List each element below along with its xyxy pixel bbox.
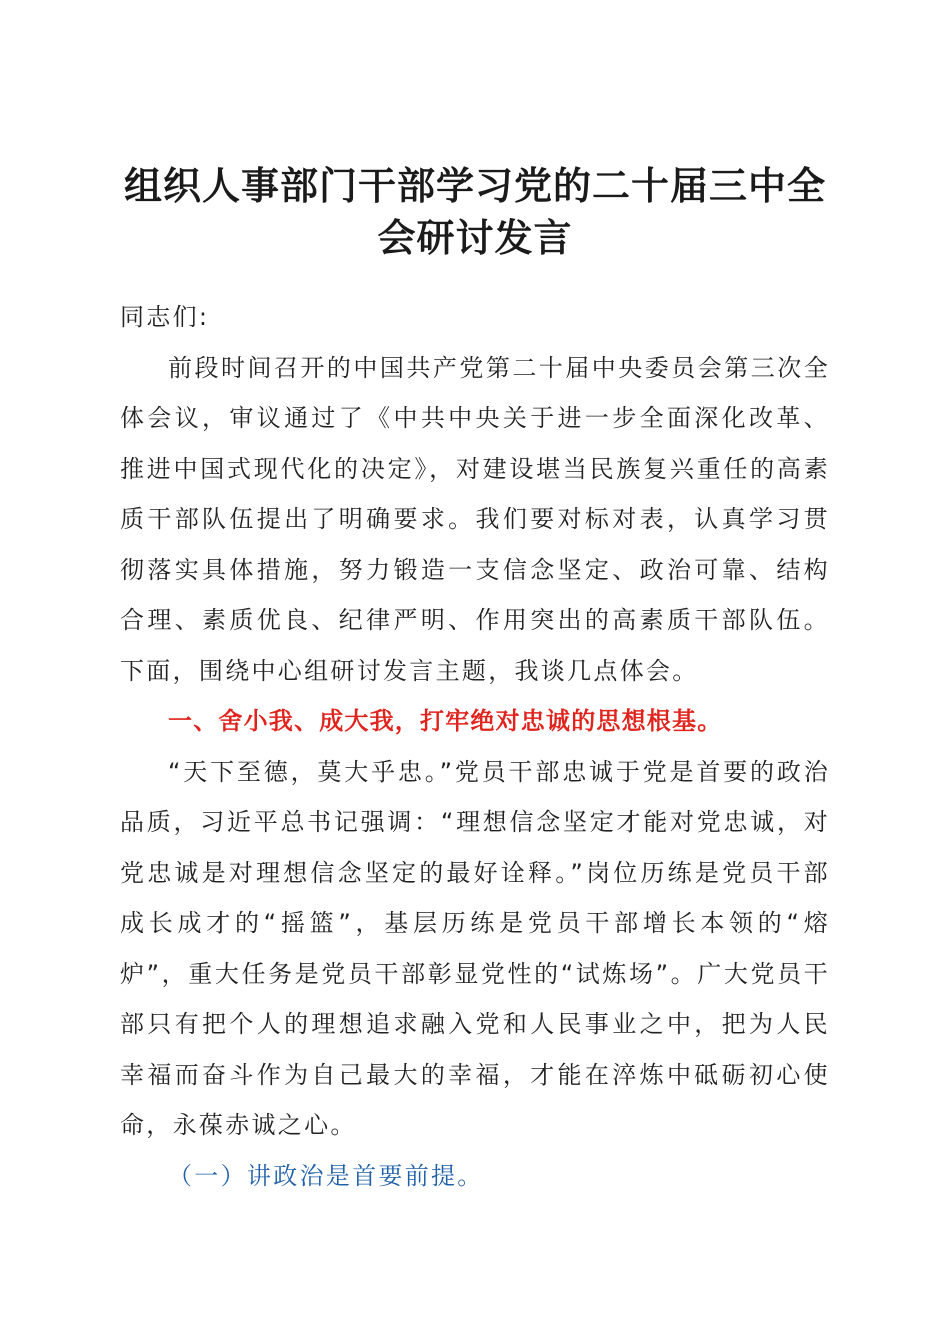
section-1-paragraph: “天下至德，莫大乎忠。”党员干部忠诚于党是首要的政治品质，习近平总书记强调：“理想信念坚定才能对党忠诚，对党忠诚是对理想信念坚定的最好诠释。”岗位历练是党员干部成长成才的“摇篮”，基层历练是党员干部增长本领的“熔炉”，重大任务是党员干部彰显党性的“试炼场”。广大党员干部只有把个人的理想追求融入党和人民事业之中，把为人民幸福而奋斗作为自己最大的幸福，才能在淬炼中砥砺初心使命，永葆赤诚之心。 xyxy=(120,757,830,1139)
intro-paragraph: 前段时间召开的中国共产党第二十届中央委员会第三次全体会议，审议通过了《中共中央关于进一步全面深化改革、推进中国式现代化的决定》，对建设堪当民族复兴重任的高素质干部队伍提出了明确要求。我们要对标对表，认真学习贯彻落实具体措施，努力锻造一支信念坚定、政治可靠、结构合理、素质优良、纪律严明、作用突出的高素质干部队伍。下面，围绕中心组研讨发言主题，我谈几点体会。 xyxy=(120,353,830,685)
salutation: 同志们: xyxy=(120,303,210,331)
document-body xyxy=(120,292,830,1201)
subsection-1-heading: （一）讲政治是首要前提。 xyxy=(168,1161,484,1190)
section-1-heading: 一、舍小我、成大我，打牢绝对忠诚的思想根基。 xyxy=(168,707,723,735)
document-title: 组织人事部门干部学习党的二十届三中全会研讨发言 xyxy=(123,163,826,260)
